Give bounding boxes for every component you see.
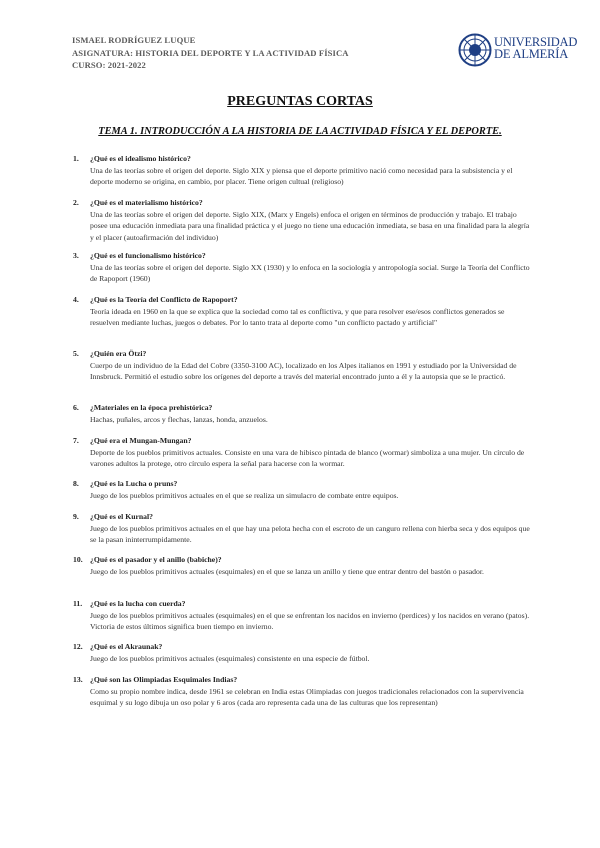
question-item <box>73 641 530 664</box>
question-text: ¿Qué es el funcionalismo histórico? <box>90 251 206 260</box>
answer-text: Deporte de los pueblos primitivos actuales. Consiste en una vara de hibisco pintada de blanco (wormar) simboliza a una mujer. Un círculo de varones adultos la protege, otro círculo espera la señal para hacerse con la wormar. <box>90 447 525 468</box>
document-header <box>72 34 349 72</box>
question-item <box>73 402 530 425</box>
answer-text: Una de las teorías sobre el origen del deporte. Siglo XX (1930) y lo enfoca en la sociología y antropología social. Surge la Teoría del Conflicto de Rapoport (1960) <box>90 262 530 283</box>
page-title: PREGUNTAS CORTAS <box>227 94 373 109</box>
question-text: ¿Qué es el Akraunak? <box>90 642 163 651</box>
question-text: ¿Qué son las Olimpiadas Esquimales Indias? <box>90 675 238 684</box>
question-number: 11. <box>73 599 83 608</box>
question-text: ¿Qué es el pasador y el anillo (babiche)? <box>90 555 222 564</box>
answer-text: Juego de los pueblos primitivos actuales (esquimales) consistente en una especie de fútbol. <box>90 653 370 663</box>
question-text: ¿Qué es el idealismo histórico? <box>90 154 191 163</box>
course-line: CURSO: 2021-2022 <box>72 60 146 70</box>
university-logo <box>458 30 578 70</box>
question-item <box>73 554 530 577</box>
author-name: ISMAEL RODRÍGUEZ LUQUE <box>72 35 196 45</box>
answer-text: Juego de los pueblos primitivos actuales en el que se realiza un simulacro de combate entre equipos. <box>90 490 399 500</box>
question-text: ¿Materiales en la época prehistórica? <box>90 403 213 412</box>
question-item <box>73 294 530 329</box>
question-item <box>73 153 530 188</box>
question-number: 10. <box>73 555 83 564</box>
question-text: ¿Qué era el Mungan-Mungan? <box>90 436 192 445</box>
question-item <box>73 197 530 243</box>
question-number: 1. <box>73 154 79 163</box>
question-item <box>73 478 530 501</box>
logo-line-1: UNIVERSIDAD <box>494 35 578 49</box>
question-item <box>73 511 530 546</box>
question-item <box>73 435 530 470</box>
question-number: 9. <box>73 512 79 521</box>
question-number: 3. <box>73 251 79 260</box>
question-number: 5. <box>73 349 79 358</box>
question-number: 12. <box>73 642 83 651</box>
question-text: ¿Qué es la lucha con cuerda? <box>90 599 186 608</box>
answer-text: Como su propio nombre indica, desde 1961 se celebran en India estas Olimpiadas con juegos tradicionales relacionados con la supervivencia esquimal y su logo dibuja un oso polar y 6 aros (cada aro representa cada una de las culturas que los representan) <box>90 686 524 707</box>
answer-text: Hachas, puñales, arcos y flechas, lanzas, honda, anzuelos. <box>90 414 268 424</box>
question-number: 2. <box>73 198 79 207</box>
question-number: 7. <box>73 436 79 445</box>
question-text: ¿Qué es el Kurnal? <box>90 512 153 521</box>
question-text: ¿Quién era Ötzi? <box>90 349 147 358</box>
question-number: 8. <box>73 479 79 488</box>
question-number: 6. <box>73 403 79 412</box>
answer-text: Teoría ideada en 1960 en la que se explica que la sociedad como tal es conflictiva, y que para resolver ese/esos conflictos generados se resuelven mediante luchas, juegos o debates. Por lo tanto trata al deporte como "un conflicto pactado y artificial" <box>90 306 505 327</box>
logo-line-2: DE ALMERÍA <box>494 47 569 61</box>
question-item <box>73 598 530 633</box>
question-text: ¿Qué es la Teoría del Conflicto de Rapoport? <box>90 295 238 304</box>
question-item <box>73 250 530 285</box>
question-item <box>73 348 530 383</box>
answer-text: Una de las teorías sobre el origen del deporte. Siglo XIX y piensa que el deporte primitivo nació como necesidad para la subsistencia y el deporte moderno se origina, en cambio, por placer. Tiene origen cultual (religioso) <box>90 165 513 186</box>
university-seal-icon <box>458 33 492 67</box>
question-item <box>73 674 530 709</box>
question-number: 13. <box>73 675 83 684</box>
answer-text: Una de las teorías sobre el origen del deporte. Siglo XIX, (Marx y Engels) enfoca el origen en términos de producción y trabajo. El trabajo posee una educación inmediata para una finalidad práctica y el juego no tiene una educación inmediata, se basa en una finalidad para la alegría y el placer (autoafirmación del individuo) <box>90 209 530 242</box>
answer-text: Juego de los pueblos primitivos actuales (esquimales) en el que se lanza un anillo y tiene que entrar dentro del bastón o pasador. <box>90 566 484 576</box>
answer-text: Cuerpo de un individuo de la Edad del Cobre (3350-3100 AC), localizado en los Alpes italianos en 1991 y estudiado por la Universidad de Innsbruck. Permitió el estudio sobre los orígenes del deporte a través del material encontrado junto a él y la autopsia que se le practicó. <box>90 360 517 381</box>
question-text: ¿Qué es el materialismo histórico? <box>90 198 203 207</box>
section-title: TEMA 1. INTRODUCCIÓN A LA HISTORIA DE LA ACTIVIDAD FÍSICA Y EL DEPORTE. <box>98 126 502 137</box>
question-text: ¿Qué es la Lucha o pruns? <box>90 479 178 488</box>
question-number: 4. <box>73 295 79 304</box>
subject-line: ASIGNATURA: HISTORIA DEL DEPORTE Y LA ACTIVIDAD FÍSICA <box>72 47 349 58</box>
answer-text: Juego de los pueblos primitivos actuales en el que hay una pelota hecha con el escroto de un canguro rellena con hierba seca y dos equipos que se la pasan ininterrumpidamente. <box>90 523 530 544</box>
answer-text: Juego de los pueblos primitivos actuales (esquimales) en el que se enfrentan los nacidos en invierno (perdices) y los nacidos en verano (patos). Victoria de estos últimos significa buen tiempo en invierno. <box>90 610 530 631</box>
